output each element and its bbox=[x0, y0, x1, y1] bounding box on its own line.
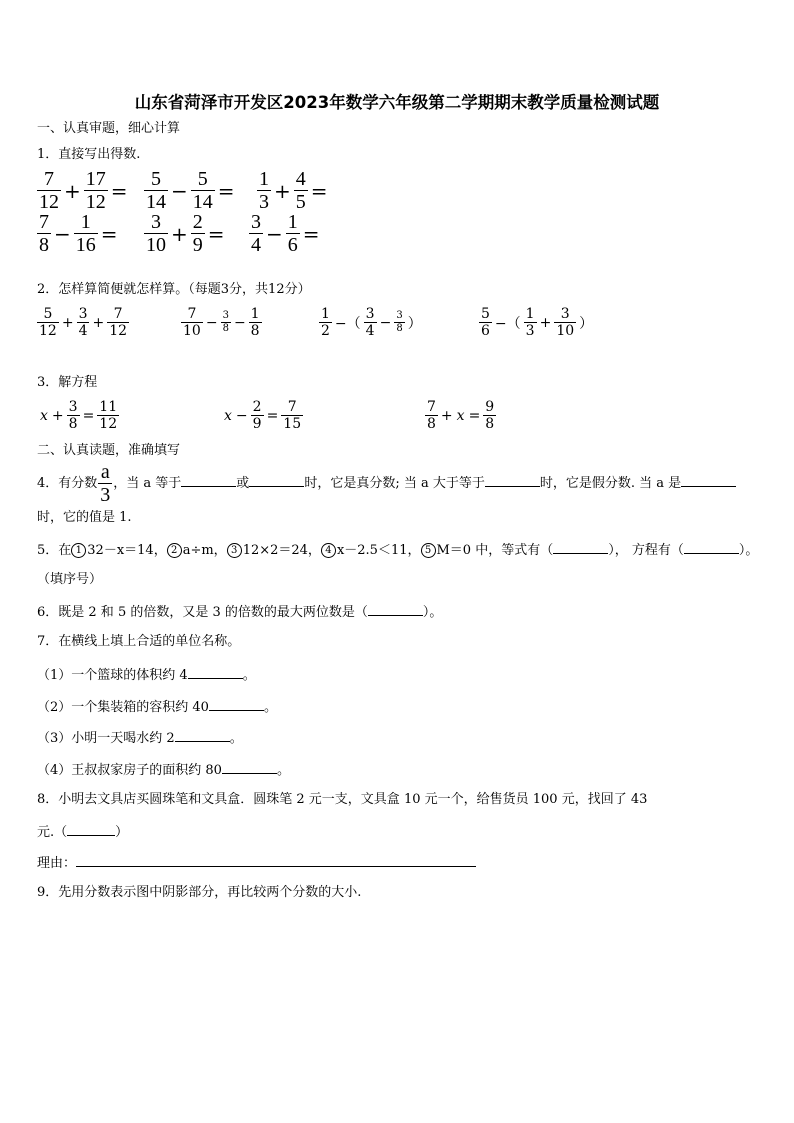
q2-expression bbox=[318, 307, 424, 338]
q8-reason: 理由： bbox=[37, 854, 476, 872]
fraction-denominator: 12 bbox=[39, 323, 57, 339]
circled-number-2: 2 bbox=[167, 543, 182, 558]
fraction-numerator: 9 bbox=[485, 399, 495, 415]
fraction-denominator: 15 bbox=[283, 416, 302, 432]
fraction bbox=[190, 212, 206, 255]
fraction-denominator: 9 bbox=[192, 234, 203, 256]
answer-blank[interactable] bbox=[684, 541, 739, 554]
fraction bbox=[293, 169, 309, 212]
fraction-denominator: 12 bbox=[39, 191, 59, 213]
fraction-denominator: 8 bbox=[485, 416, 495, 432]
fraction-numerator: 1 bbox=[287, 211, 298, 233]
fraction-denominator: 10 bbox=[556, 323, 575, 339]
q1-expression bbox=[36, 212, 120, 255]
fraction bbox=[106, 307, 130, 338]
fraction-numerator: 2 bbox=[192, 211, 203, 233]
fraction bbox=[424, 400, 439, 431]
fraction bbox=[285, 212, 301, 255]
fraction bbox=[250, 400, 265, 431]
operator: − bbox=[266, 221, 283, 246]
fraction bbox=[280, 400, 304, 431]
fraction-numerator: 17 bbox=[85, 168, 106, 190]
fraction bbox=[83, 169, 109, 212]
fraction-numerator: 1 bbox=[525, 306, 535, 322]
answer-blank[interactable] bbox=[681, 474, 736, 487]
fraction-denominator: 9 bbox=[252, 416, 262, 432]
fraction bbox=[36, 212, 52, 255]
q2-expression bbox=[36, 307, 130, 338]
page-title: 山东省菏泽市开发区2023年数学六年级第二学期期末教学质量检测试题 bbox=[134, 93, 660, 112]
q4-line-2: 时，它的值是 1. bbox=[37, 510, 132, 525]
q3-item-1 bbox=[38, 400, 120, 431]
fraction-numerator: 1 bbox=[321, 306, 330, 322]
operator: = bbox=[82, 407, 95, 424]
q3-item-2 bbox=[222, 400, 304, 431]
q4-prefix: 4．有分数 bbox=[37, 476, 98, 491]
operator: + bbox=[539, 314, 552, 331]
q2-item-4 bbox=[478, 307, 595, 338]
q7-item-1: （1）一个篮球的体积约 4 。 bbox=[37, 668, 256, 683]
q5-note: （填序号） bbox=[37, 572, 103, 587]
fraction-denominator: 10 bbox=[183, 323, 201, 339]
operator: + bbox=[440, 407, 453, 424]
question-5: 5．在 1 32－x＝14， 2 a÷m， 3 12×2＝24， 4 x－2.5＜11， 5 M＝0 中，等式有（ ）， 方程有（ ）。 bbox=[37, 543, 759, 558]
operator: = bbox=[302, 221, 320, 246]
operator: + bbox=[274, 178, 291, 203]
fraction-denominator: 12 bbox=[109, 323, 128, 339]
q1-item-2 bbox=[143, 169, 237, 212]
fraction-denominator: 10 bbox=[146, 234, 166, 256]
fraction-denominator: 6 bbox=[287, 234, 298, 256]
answer-blank[interactable] bbox=[368, 603, 423, 616]
q3-equation bbox=[38, 400, 120, 431]
operator: −（ bbox=[334, 315, 361, 332]
operator: + bbox=[61, 314, 74, 331]
q1-item-6 bbox=[248, 212, 322, 255]
fraction bbox=[220, 311, 232, 334]
question-7-label: 7．在横线上填上合适的单位名称。 bbox=[37, 634, 241, 649]
q7-item-4: （4）王叔叔家房子的面积约 80 。 bbox=[37, 763, 290, 778]
q1-item-3 bbox=[256, 169, 330, 212]
answer-blank[interactable] bbox=[67, 823, 115, 836]
operator: − bbox=[235, 407, 248, 424]
fraction-numerator: 11 bbox=[99, 399, 118, 415]
question-8-line-1: 8．小明去文具店买圆珠笔和文具盒．圆珠笔 2 元一支，文具盒 10 元一个，给售货员 100 元，找回了 43 bbox=[37, 792, 648, 807]
q2-expression bbox=[478, 307, 595, 338]
operator: = bbox=[217, 178, 235, 203]
fraction-numerator: 1 bbox=[259, 168, 269, 190]
fraction-denominator: 14 bbox=[146, 191, 166, 213]
fraction-numerator: 5 bbox=[197, 168, 208, 190]
q1-expression bbox=[256, 169, 330, 212]
fraction-numerator: 7 bbox=[44, 168, 54, 190]
section-heading-1: 一、认真审题，细心计算 bbox=[37, 121, 181, 136]
fraction-numerator: 7 bbox=[427, 399, 436, 415]
fraction-denominator: 8 bbox=[68, 416, 78, 432]
question-2-label: 2．怎样算简便就怎样算。（每题3分，共12分） bbox=[37, 282, 311, 297]
fraction-numerator: 7 bbox=[39, 211, 49, 233]
variable-x: x bbox=[456, 407, 465, 424]
fraction bbox=[318, 307, 333, 338]
fraction bbox=[66, 400, 81, 431]
operator: = bbox=[110, 178, 128, 203]
fraction bbox=[478, 307, 493, 338]
fraction-a-over-3: $\frac{a}{3}$ bbox=[100, 461, 111, 506]
operator: = bbox=[310, 178, 328, 203]
fraction bbox=[363, 307, 378, 338]
circled-number-3: 3 bbox=[227, 543, 242, 558]
answer-blank[interactable] bbox=[249, 474, 304, 487]
q1-item-4 bbox=[36, 212, 120, 255]
circled-number-1: 1 bbox=[71, 543, 86, 558]
fraction-denominator: 3 bbox=[525, 323, 535, 339]
operator: − bbox=[54, 221, 71, 246]
fraction bbox=[36, 307, 60, 338]
fraction-numerator: 5 bbox=[43, 306, 53, 322]
operator: ） bbox=[407, 315, 422, 332]
fraction-numerator: 3 bbox=[68, 399, 78, 415]
fraction bbox=[256, 169, 272, 212]
fraction-numerator: 3 bbox=[251, 211, 261, 233]
fraction-numerator: 1 bbox=[250, 306, 260, 322]
fraction-denominator: 14 bbox=[192, 191, 213, 213]
operator: + bbox=[171, 221, 188, 246]
operator: − bbox=[205, 314, 218, 331]
q2-item-1 bbox=[36, 307, 130, 338]
fraction-denominator: 8 bbox=[39, 234, 49, 256]
question-3-label: 3．解方程 bbox=[37, 375, 98, 390]
q1-expression bbox=[143, 212, 227, 255]
operator: + bbox=[92, 314, 105, 331]
reason-blank[interactable] bbox=[76, 854, 476, 867]
fraction bbox=[482, 400, 497, 431]
fraction-numerator: 4 bbox=[295, 168, 306, 190]
q3-equation bbox=[424, 400, 497, 431]
fraction bbox=[73, 212, 99, 255]
fraction bbox=[393, 311, 405, 334]
variable-x: x bbox=[40, 407, 48, 424]
fraction bbox=[180, 307, 204, 338]
answer-blank[interactable] bbox=[175, 729, 230, 742]
fraction-numerator: 3 bbox=[78, 306, 88, 322]
question-8-line-2: 元.（ ） bbox=[37, 825, 129, 840]
fraction bbox=[36, 169, 62, 212]
q3-equation bbox=[222, 400, 304, 431]
fraction bbox=[248, 307, 263, 338]
fraction-numerator: 7 bbox=[287, 399, 297, 415]
q7-item-2: （2）一个集装箱的容积约 40 。 bbox=[37, 700, 277, 715]
operator: − bbox=[171, 178, 188, 203]
fraction bbox=[523, 307, 538, 338]
fraction-numerator: 3 bbox=[222, 310, 229, 321]
fraction-numerator: 3 bbox=[151, 211, 161, 233]
q1-item-1 bbox=[36, 169, 130, 212]
fraction bbox=[143, 212, 169, 255]
fraction-numerator: 5 bbox=[151, 168, 161, 190]
fraction-numerator: 2 bbox=[252, 399, 262, 415]
answer-blank[interactable] bbox=[485, 474, 540, 487]
fraction-numerator: 7 bbox=[113, 306, 123, 322]
q1-expression bbox=[143, 169, 237, 212]
q2-item-2 bbox=[180, 307, 263, 338]
question-1-label: 1．直接写出得数. bbox=[37, 147, 141, 162]
fraction-numerator: 7 bbox=[187, 306, 197, 322]
fraction-denominator: 4 bbox=[365, 323, 375, 339]
q2-expression bbox=[180, 307, 263, 338]
answer-blank[interactable] bbox=[181, 474, 236, 487]
operator: ） bbox=[579, 315, 594, 332]
fraction-denominator: 8 bbox=[222, 323, 229, 334]
fraction bbox=[248, 212, 264, 255]
q1-expression bbox=[248, 212, 322, 255]
answer-blank[interactable] bbox=[553, 541, 608, 554]
variable-x: x bbox=[224, 407, 232, 424]
fraction-denominator: 4 bbox=[251, 234, 261, 256]
fraction-numerator: 5 bbox=[481, 306, 490, 322]
q7-item-3: （3）小明一天喝水约 2 。 bbox=[37, 731, 243, 746]
fraction-denominator: 12 bbox=[99, 416, 118, 432]
operator: −（ bbox=[494, 315, 521, 332]
fraction-denominator: 8 bbox=[427, 416, 436, 432]
fraction-denominator: 2 bbox=[321, 323, 330, 339]
q1-item-5 bbox=[143, 212, 227, 255]
fraction bbox=[143, 169, 169, 212]
fraction-numerator: 1 bbox=[80, 211, 91, 233]
fraction-numerator: 3 bbox=[365, 306, 375, 322]
fraction-denominator: 16 bbox=[75, 234, 96, 256]
fraction-denominator: 12 bbox=[85, 191, 106, 213]
circled-number-5: 5 bbox=[421, 543, 436, 558]
fraction bbox=[76, 307, 91, 338]
fraction-denominator: 8 bbox=[250, 323, 260, 339]
answer-blank[interactable] bbox=[222, 761, 277, 774]
question-4: 4．有分数 $\frac{a}{3}$ ，当 a 等于 或 时，它是真分数; 当 a 大于等于 时，它是假分数. 当 a 是 bbox=[37, 462, 736, 505]
fraction-denominator: 4 bbox=[78, 323, 88, 339]
fraction-numerator: 3 bbox=[396, 310, 403, 321]
operator: = bbox=[468, 407, 481, 424]
answer-blank[interactable] bbox=[209, 698, 264, 711]
fraction-denominator: 6 bbox=[481, 323, 490, 339]
fraction-denominator: 8 bbox=[396, 323, 403, 334]
fraction-numerator: 3 bbox=[560, 306, 570, 322]
operator: − bbox=[233, 314, 246, 331]
fraction-denominator: 3 bbox=[259, 191, 269, 213]
operator: + bbox=[64, 178, 81, 203]
fraction bbox=[96, 400, 120, 431]
question-9-label: 9．先用分数表示图中阴影部分，再比较两个分数的大小. bbox=[37, 885, 362, 900]
q2-item-3 bbox=[318, 307, 424, 338]
operator: = bbox=[207, 221, 225, 246]
operator: = bbox=[266, 407, 279, 424]
fraction-denominator: 5 bbox=[295, 191, 306, 213]
circled-number-4: 4 bbox=[321, 543, 336, 558]
fraction bbox=[190, 169, 216, 212]
operator: − bbox=[379, 314, 392, 331]
fraction bbox=[553, 307, 577, 338]
question-6: 6．既是 2 和 5 的倍数，又是 3 的倍数的最大两位数是（ ）。 bbox=[37, 605, 443, 620]
q1-expression bbox=[36, 169, 130, 212]
operator: + bbox=[51, 407, 64, 424]
section-heading-2: 二、认真读题，准确填写 bbox=[37, 443, 181, 458]
operator: = bbox=[100, 221, 118, 246]
answer-blank[interactable] bbox=[188, 666, 243, 679]
q3-item-3 bbox=[424, 400, 497, 431]
